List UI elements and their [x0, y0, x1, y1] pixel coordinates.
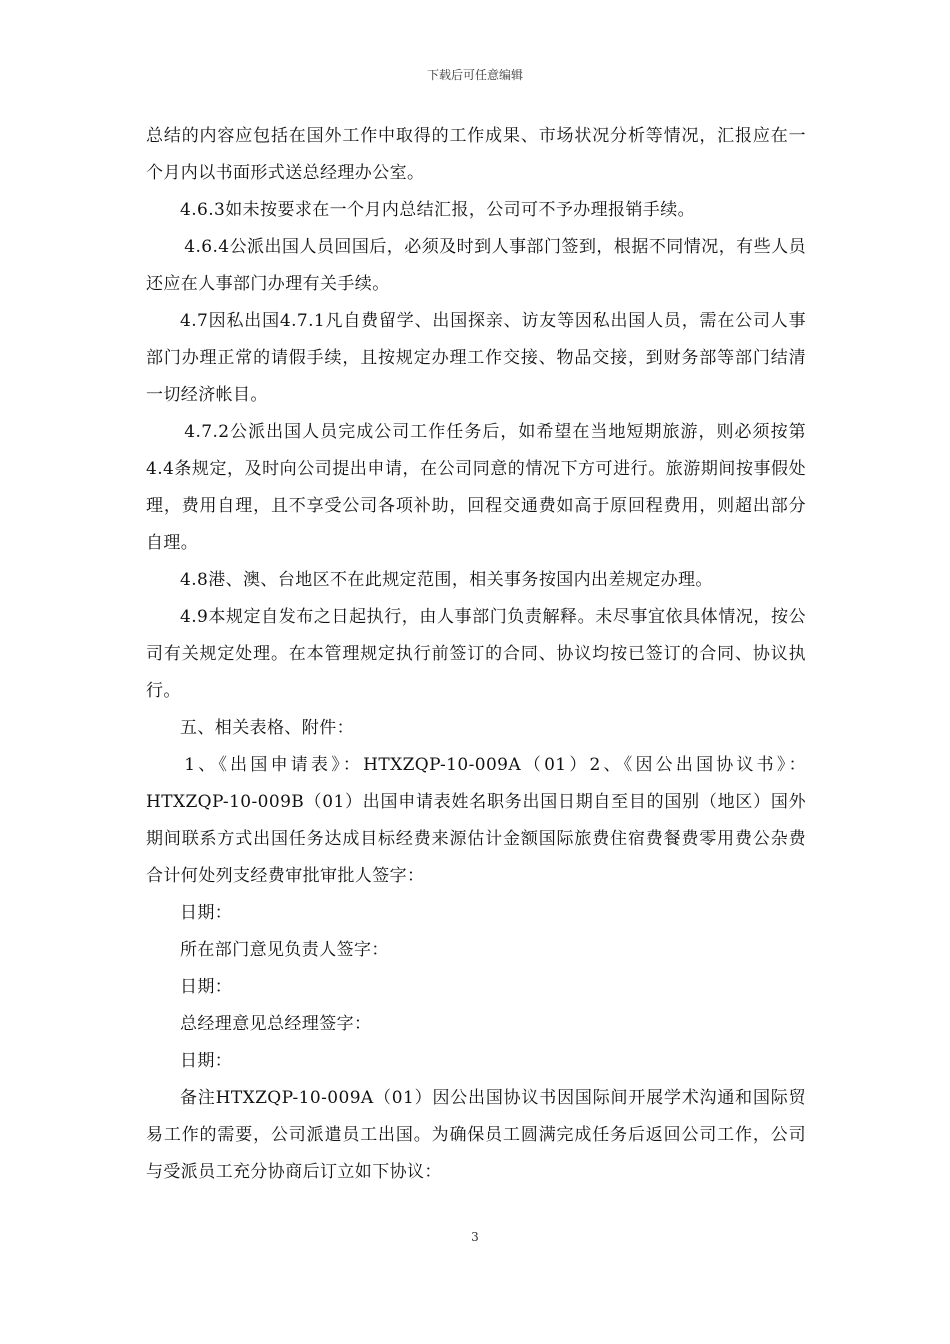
document-body [146, 118, 806, 1191]
paragraph: 备注HTXZQP-10-009A（01）因公出国协议书因国际间开展学术沟通和国际贸易工作的需要，公司派遣员工出国。为确保员工圆满完成任务后返回公司工作，公司与受派员工充分协商后订立如下协议： [146, 1088, 806, 1182]
paragraph: 4.7因私出国4.7.1凡自费留学、出国探亲、访友等因私出国人员，需在公司人事部门办理正常的请假手续，且按规定办理工作交接、物品交接，到财务部等部门结清一切经济帐目。 [146, 311, 806, 405]
paragraph: 1、《出国申请表》：HTXZQP-10-009A（01）2、《因公出国协议书》：HTXZQP-10-009B（01）出国申请表姓名职务出国日期自至目的国别（地区）国外期间联系方式出国任务达成目标经费来源估计金额国际旅费住宿费餐费零用费公杂费合计何处列支经费审批审批人签字： [146, 755, 806, 886]
paragraph: 4.6.4公派出国人员回国后，必须及时到人事部门签到，根据不同情况，有些人员还应在人事部门办理有关手续。 [146, 237, 806, 294]
paragraph: 总结的内容应包括在国外工作中取得的工作成果、市场状况分析等情况，汇报应在一个月内以书面形式送总经理办公室。 [146, 126, 806, 183]
paragraph: 4.7.2公派出国人员完成公司工作任务后，如希望在当地短期旅游，则必须按第4.4条规定，及时向公司提出申请，在公司同意的情况下方可进行。旅游期间按事假处理，费用自理，且不享受公司各项补助，回程交通费如高于原回程费用，则超出部分自理。 [146, 422, 806, 553]
page-header: 下载后可任意编辑 [426, 68, 523, 82]
date-line: 日期： [180, 903, 233, 923]
signature-line: 总经理意见总经理签字： [180, 1014, 372, 1034]
page-number: 3 [471, 1230, 479, 1244]
paragraph: 4.8港、澳、台地区不在此规定范围，相关事务按国内出差规定办理。 [180, 570, 713, 590]
date-line: 日期： [180, 1051, 233, 1071]
paragraph: 4.9本规定自发布之日起执行，由人事部门负责解释。未尽事宜依具体情况，按公司有关规定处理。在本管理规定执行前签订的合同、协议均按已签订的合同、协议执行。 [146, 607, 806, 701]
date-line: 日期： [180, 977, 233, 997]
signature-line: 所在部门意见负责人签字： [180, 940, 389, 960]
section-heading: 五、相关表格、附件： [180, 718, 354, 738]
paragraph: 4.6.3如未按要求在一个月内总结汇报，公司可不予办理报销手续。 [180, 200, 696, 220]
